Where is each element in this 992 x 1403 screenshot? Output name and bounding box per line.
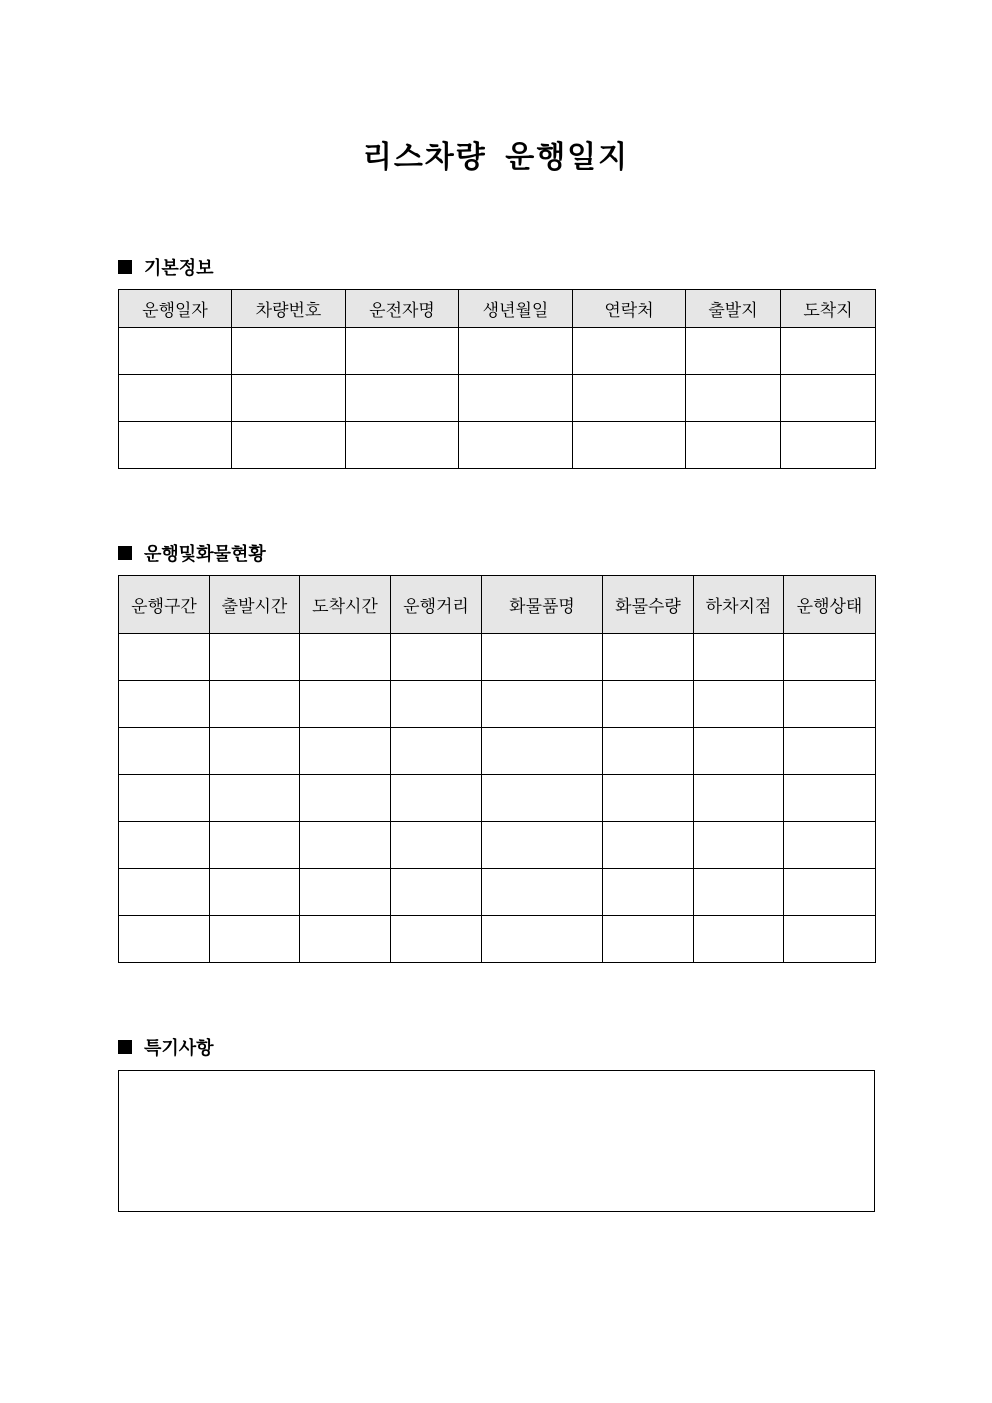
section-heading-basic-label: 기본정보 xyxy=(144,258,214,279)
table-cell[interactable] xyxy=(119,728,210,775)
column-header-contact: 연락처 xyxy=(573,290,686,328)
table-cell[interactable] xyxy=(210,634,300,681)
table-cell[interactable] xyxy=(603,728,694,775)
table-row xyxy=(119,422,876,469)
square-bullet-icon xyxy=(118,260,132,274)
table-cell[interactable] xyxy=(784,822,876,869)
table-cell[interactable] xyxy=(784,634,876,681)
column-header-cargo-name: 화물품명 xyxy=(482,576,603,634)
table-cell[interactable] xyxy=(210,869,300,916)
table-cell[interactable] xyxy=(210,728,300,775)
table-cell[interactable] xyxy=(482,681,603,728)
table-row xyxy=(119,775,876,822)
table-cell[interactable] xyxy=(300,916,391,963)
cargo-status-table xyxy=(118,575,876,963)
table-row xyxy=(119,328,876,375)
table-cell[interactable] xyxy=(603,775,694,822)
table-cell[interactable] xyxy=(784,681,876,728)
table-row xyxy=(119,681,876,728)
table-cell[interactable] xyxy=(459,422,573,469)
table-cell[interactable] xyxy=(391,916,482,963)
square-bullet-icon xyxy=(118,546,132,560)
table-cell[interactable] xyxy=(391,822,482,869)
table-cell[interactable] xyxy=(232,422,346,469)
table-cell[interactable] xyxy=(694,869,784,916)
table-cell[interactable] xyxy=(346,328,459,375)
table-cell[interactable] xyxy=(603,822,694,869)
section-heading-basic xyxy=(118,254,214,280)
table-cell[interactable] xyxy=(119,681,210,728)
section-heading-remarks xyxy=(118,1034,214,1060)
page-title: 리스차량 운행일지 xyxy=(362,140,630,175)
table-cell[interactable] xyxy=(482,728,603,775)
table-cell[interactable] xyxy=(119,916,210,963)
table-row xyxy=(119,375,876,422)
table-cell[interactable] xyxy=(784,916,876,963)
table-cell[interactable] xyxy=(694,634,784,681)
basic-info-table xyxy=(118,289,876,469)
table-cell[interactable] xyxy=(391,775,482,822)
table-row xyxy=(119,869,876,916)
table-cell[interactable] xyxy=(119,634,210,681)
column-header-vehicle-number: 차량번호 xyxy=(232,290,346,328)
table-cell[interactable] xyxy=(694,681,784,728)
column-header-status: 운행상태 xyxy=(784,576,876,634)
table-cell[interactable] xyxy=(459,328,573,375)
table-cell[interactable] xyxy=(119,775,210,822)
section-heading-cargo xyxy=(118,540,266,566)
column-header-route: 운행구간 xyxy=(119,576,210,634)
table-cell[interactable] xyxy=(781,328,876,375)
table-cell[interactable] xyxy=(603,634,694,681)
column-header-birth-date: 생년월일 xyxy=(459,290,573,328)
column-header-arrival-time: 도착시간 xyxy=(300,576,391,634)
table-cell[interactable] xyxy=(686,328,781,375)
column-header-distance: 운행거리 xyxy=(391,576,482,634)
table-cell[interactable] xyxy=(784,775,876,822)
table-cell[interactable] xyxy=(573,422,686,469)
table-row xyxy=(119,916,876,963)
table-cell[interactable] xyxy=(391,869,482,916)
column-header-departure: 출발지 xyxy=(686,290,781,328)
table-cell[interactable] xyxy=(346,422,459,469)
table-cell[interactable] xyxy=(119,422,232,469)
column-header-departure-time: 출발시간 xyxy=(210,576,300,634)
table-cell[interactable] xyxy=(210,822,300,869)
column-header-date: 운행일자 xyxy=(119,290,232,328)
table-header-row xyxy=(119,576,876,634)
table-row xyxy=(119,728,876,775)
table-cell[interactable] xyxy=(781,422,876,469)
column-header-unloading-point: 하차지점 xyxy=(694,576,784,634)
table-cell[interactable] xyxy=(119,328,232,375)
table-cell[interactable] xyxy=(603,681,694,728)
table-cell[interactable] xyxy=(300,775,391,822)
table-cell[interactable] xyxy=(686,375,781,422)
table-cell[interactable] xyxy=(482,916,603,963)
table-cell[interactable] xyxy=(232,375,346,422)
table-cell[interactable] xyxy=(210,916,300,963)
table-cell[interactable] xyxy=(459,375,573,422)
table-cell[interactable] xyxy=(210,681,300,728)
table-cell[interactable] xyxy=(482,822,603,869)
table-cell[interactable] xyxy=(119,869,210,916)
section-heading-cargo-label: 운행및화물현황 xyxy=(144,544,266,565)
table-cell[interactable] xyxy=(391,681,482,728)
table-cell[interactable] xyxy=(603,916,694,963)
table-cell[interactable] xyxy=(300,634,391,681)
table-cell[interactable] xyxy=(300,869,391,916)
table-cell[interactable] xyxy=(391,634,482,681)
table-cell[interactable] xyxy=(210,775,300,822)
remarks-field[interactable] xyxy=(118,1070,875,1212)
table-header-row xyxy=(119,290,876,328)
table-row xyxy=(119,822,876,869)
table-cell[interactable] xyxy=(482,869,603,916)
square-bullet-icon xyxy=(118,1040,132,1054)
table-cell[interactable] xyxy=(391,728,482,775)
table-cell[interactable] xyxy=(573,375,686,422)
table-row xyxy=(119,634,876,681)
table-cell[interactable] xyxy=(694,916,784,963)
column-header-cargo-quantity: 화물수량 xyxy=(603,576,694,634)
table-cell[interactable] xyxy=(694,822,784,869)
section-heading-remarks-label: 특기사항 xyxy=(144,1038,214,1059)
table-cell[interactable] xyxy=(694,728,784,775)
table-cell[interactable] xyxy=(694,775,784,822)
table-cell[interactable] xyxy=(784,728,876,775)
column-header-destination: 도착지 xyxy=(781,290,876,328)
table-cell[interactable] xyxy=(573,328,686,375)
table-cell[interactable] xyxy=(232,328,346,375)
table-cell[interactable] xyxy=(482,775,603,822)
table-cell[interactable] xyxy=(300,681,391,728)
table-cell[interactable] xyxy=(300,822,391,869)
table-cell[interactable] xyxy=(603,869,694,916)
column-header-driver-name: 운전자명 xyxy=(346,290,459,328)
table-cell[interactable] xyxy=(482,634,603,681)
table-cell[interactable] xyxy=(119,375,232,422)
table-cell[interactable] xyxy=(781,375,876,422)
table-cell[interactable] xyxy=(300,728,391,775)
table-cell[interactable] xyxy=(686,422,781,469)
table-cell[interactable] xyxy=(784,869,876,916)
table-cell[interactable] xyxy=(346,375,459,422)
table-cell[interactable] xyxy=(119,822,210,869)
